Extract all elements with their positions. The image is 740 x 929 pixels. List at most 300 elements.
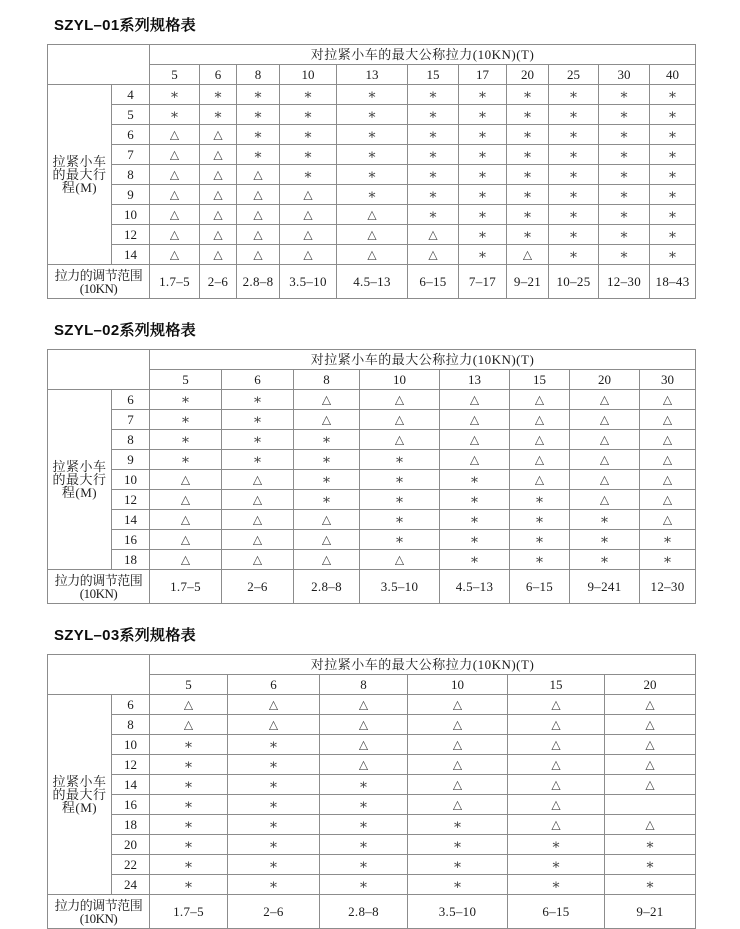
symbol-cell: [337, 205, 408, 225]
table-title-szyl-03: SZYL–03系列规格表: [54, 627, 196, 644]
symbol-cell: [549, 165, 599, 185]
triangle-symbol: △: [645, 777, 655, 792]
triangle-symbol: △: [394, 392, 405, 407]
symbol-cell: [510, 410, 570, 430]
symbol-cell: [650, 185, 696, 205]
spec-table-szyl-03: [47, 654, 696, 929]
asterisk-symbol: *: [396, 474, 403, 490]
triangle-symbol: △: [183, 717, 194, 732]
triangle-symbol: △: [469, 412, 480, 427]
symbol-cell: [408, 715, 508, 735]
asterisk-symbol: *: [620, 89, 628, 105]
asterisk-symbol: *: [396, 454, 403, 470]
table-row: [48, 755, 696, 775]
symbol-cell: [605, 695, 696, 715]
symbol-cell: [459, 105, 507, 125]
max-force-header: 对拉紧小车的最大公称拉力(10KN)(T): [150, 350, 696, 370]
symbol-cell: [408, 145, 459, 165]
symbol-cell: [508, 875, 605, 895]
triangle-symbol: △: [551, 797, 561, 812]
asterisk-symbol: *: [669, 249, 677, 265]
symbol-cell: [150, 185, 200, 205]
range-value-cell: 4.5–13: [440, 570, 510, 604]
symbol-cell: [320, 715, 408, 735]
triangle-symbol: △: [303, 247, 313, 262]
symbol-cell: [294, 390, 360, 410]
symbol-cell: [605, 835, 696, 855]
stroke-row-header: 14: [112, 510, 150, 530]
szyl-01-section: [47, 14, 740, 299]
triangle-symbol: △: [394, 432, 405, 447]
triangle-symbol: △: [551, 777, 561, 792]
symbol-cell: [440, 490, 510, 510]
table-row: [48, 875, 696, 895]
symbol-cell: [200, 165, 237, 185]
symbol-cell: [510, 450, 570, 470]
force-col-header: 10: [280, 65, 337, 85]
force-col-header: 6: [228, 675, 320, 695]
asterisk-symbol: *: [171, 109, 178, 125]
triangle-symbol: △: [303, 227, 313, 242]
force-col-header: 6: [222, 370, 294, 390]
range-value-cell: 2–6: [200, 265, 237, 299]
symbol-cell: [605, 715, 696, 735]
stroke-row-header: 22: [112, 855, 150, 875]
range-value-cell: 12–30: [640, 570, 696, 604]
range-value-cell: 2.8–8: [237, 265, 280, 299]
symbol-cell: [228, 775, 320, 795]
symbol-cell: [222, 410, 294, 430]
triangle-symbol: △: [268, 697, 279, 712]
triangle-symbol: △: [551, 757, 561, 772]
symbol-cell: [605, 735, 696, 755]
symbol-cell: [200, 85, 237, 105]
symbol-cell: [150, 510, 222, 530]
symbol-cell: [640, 470, 696, 490]
asterisk-symbol: *: [171, 89, 178, 105]
range-label-cell: 拉力的调节范围(10KN): [48, 265, 150, 299]
force-col-header: 30: [640, 370, 696, 390]
triangle-symbol: △: [551, 737, 561, 752]
symbol-cell: [237, 245, 280, 265]
asterisk-symbol: *: [646, 839, 654, 855]
symbol-cell: [570, 410, 640, 430]
symbol-cell: [507, 145, 549, 165]
symbol-cell: [508, 695, 605, 715]
asterisk-symbol: *: [479, 189, 486, 205]
symbol-cell: [599, 85, 650, 105]
symbol-cell: [510, 550, 570, 570]
table-row: [48, 225, 696, 245]
table-row: [48, 105, 696, 125]
asterisk-symbol: *: [552, 859, 560, 875]
triangle-symbol: △: [367, 207, 377, 222]
triangle-symbol: △: [428, 247, 438, 262]
symbol-cell: [150, 755, 228, 775]
symbol-cell: [294, 530, 360, 550]
symbol-cell: [360, 450, 440, 470]
symbol-cell: [650, 85, 696, 105]
symbol-cell: [150, 145, 200, 165]
triangle-symbol: △: [428, 227, 438, 242]
triangle-symbol: △: [394, 552, 405, 567]
symbol-cell: [510, 510, 570, 530]
symbol-cell: [507, 85, 549, 105]
asterisk-symbol: *: [570, 89, 577, 105]
symbol-cell: [440, 390, 510, 410]
table-title-szyl-02: SZYL–02系列规格表: [54, 322, 196, 339]
table-row: [48, 795, 696, 815]
symbol-cell: [650, 125, 696, 145]
symbol-cell: [440, 470, 510, 490]
force-col-header: 5: [150, 65, 200, 85]
triangle-symbol: △: [645, 757, 655, 772]
asterisk-symbol: *: [454, 859, 461, 875]
triangle-symbol: △: [534, 452, 545, 467]
symbol-cell: [408, 855, 508, 875]
symbol-cell: [650, 245, 696, 265]
stroke-row-header: 10: [112, 470, 150, 490]
stroke-row-header: 10: [112, 735, 150, 755]
symbol-cell: [237, 165, 280, 185]
symbol-cell: [200, 205, 237, 225]
triangle-symbol: △: [367, 247, 377, 262]
range-value-cell: 4.5–13: [337, 265, 408, 299]
symbol-cell: [408, 85, 459, 105]
symbol-cell: [549, 185, 599, 205]
asterisk-symbol: *: [323, 494, 330, 510]
symbol-cell: [280, 105, 337, 125]
triangle-symbol: △: [534, 432, 545, 447]
symbol-cell: [640, 390, 696, 410]
asterisk-symbol: *: [454, 879, 461, 895]
triangle-symbol: △: [253, 247, 263, 262]
symbol-cell: [280, 205, 337, 225]
asterisk-symbol: *: [669, 189, 677, 205]
range-value-cell: 1.7–5: [150, 895, 228, 929]
triangle-symbol: △: [599, 472, 610, 487]
triangle-symbol: △: [645, 737, 655, 752]
symbol-cell: [200, 225, 237, 245]
stroke-row-header: 14: [112, 775, 150, 795]
symbol-cell: [599, 205, 650, 225]
symbol-cell: [459, 165, 507, 185]
triangle-symbol: △: [213, 207, 223, 222]
asterisk-symbol: *: [524, 89, 531, 105]
force-col-header: 17: [459, 65, 507, 85]
asterisk-symbol: *: [471, 534, 478, 550]
asterisk-symbol: *: [524, 189, 531, 205]
symbol-cell: [440, 450, 510, 470]
force-col-header: 13: [337, 65, 408, 85]
triangle-symbol: △: [213, 247, 223, 262]
triangle-symbol: △: [252, 472, 263, 487]
symbol-cell: [150, 855, 228, 875]
asterisk-symbol: *: [254, 89, 262, 105]
symbol-cell: [507, 225, 549, 245]
asterisk-symbol: *: [669, 209, 677, 225]
asterisk-symbol: *: [479, 169, 486, 185]
triangle-symbol: △: [252, 532, 263, 547]
asterisk-symbol: *: [479, 229, 486, 245]
asterisk-symbol: *: [396, 534, 403, 550]
asterisk-symbol: *: [524, 229, 531, 245]
table-row: [48, 695, 696, 715]
symbol-cell: [640, 550, 696, 570]
symbol-cell: [150, 735, 228, 755]
symbol-cell: [222, 550, 294, 570]
table-row: [48, 775, 696, 795]
triangle-symbol: △: [252, 492, 263, 507]
symbol-cell: [408, 775, 508, 795]
triangle-symbol: △: [252, 552, 263, 567]
asterisk-symbol: *: [368, 149, 376, 165]
range-value-cell: 9–21: [507, 265, 549, 299]
symbol-cell: [294, 510, 360, 530]
asterisk-symbol: *: [620, 249, 628, 265]
asterisk-symbol: *: [185, 819, 192, 835]
symbol-cell: [640, 530, 696, 550]
symbol-cell: [507, 125, 549, 145]
triangle-symbol: △: [253, 167, 263, 182]
range-value-cell: 1.7–5: [150, 265, 200, 299]
symbol-cell: [408, 755, 508, 775]
szyl-02-section: [47, 319, 740, 604]
symbol-cell: [459, 145, 507, 165]
symbol-cell: [640, 490, 696, 510]
triangle-symbol: △: [169, 247, 180, 262]
asterisk-symbol: *: [524, 209, 531, 225]
symbol-cell: [228, 795, 320, 815]
symbol-cell: [360, 490, 440, 510]
asterisk-symbol: *: [669, 109, 677, 125]
table-row: [48, 855, 696, 875]
range-value-cell: 2.8–8: [320, 895, 408, 929]
asterisk-symbol: *: [471, 494, 478, 510]
asterisk-symbol: *: [323, 454, 330, 470]
triangle-symbol: △: [367, 227, 377, 242]
symbol-cell: [440, 550, 510, 570]
asterisk-symbol: *: [620, 129, 628, 145]
symbol-cell: [440, 410, 510, 430]
stroke-row-header: 7: [112, 410, 150, 430]
symbol-cell: [510, 430, 570, 450]
asterisk-symbol: *: [479, 209, 486, 225]
force-col-header: 8: [294, 370, 360, 390]
asterisk-symbol: *: [646, 879, 654, 895]
asterisk-symbol: *: [620, 109, 628, 125]
range-value-cell: 18–43: [650, 265, 696, 299]
asterisk-symbol: *: [620, 229, 628, 245]
symbol-cell: [280, 245, 337, 265]
range-label-cell: 拉力的调节范围(10KN): [48, 570, 150, 604]
triangle-symbol: △: [452, 697, 463, 712]
symbol-cell: [200, 105, 237, 125]
symbol-cell: [599, 165, 650, 185]
asterisk-symbol: *: [360, 839, 367, 855]
asterisk-symbol: *: [429, 149, 437, 165]
triangle-symbol: △: [183, 697, 194, 712]
table-row: [48, 430, 696, 450]
symbol-cell: [150, 410, 222, 430]
force-col-header: 15: [510, 370, 570, 390]
szyl-03-section: [47, 624, 740, 929]
corner-cell: [48, 350, 150, 390]
symbol-cell: [507, 205, 549, 225]
triangle-symbol: △: [599, 452, 610, 467]
range-value-cell: 10–25: [549, 265, 599, 299]
triangle-symbol: △: [358, 717, 369, 732]
stroke-row-header: 10: [112, 205, 150, 225]
table-row: [48, 450, 696, 470]
range-value-cell: 3.5–10: [360, 570, 440, 604]
triangle-symbol: △: [358, 757, 369, 772]
asterisk-symbol: *: [646, 859, 654, 875]
triangle-symbol: △: [180, 472, 191, 487]
asterisk-symbol: *: [270, 759, 277, 775]
symbol-cell: [150, 225, 200, 245]
max-force-header: 对拉紧小车的最大公称拉力(10KN)(T): [150, 45, 696, 65]
symbol-cell: [150, 695, 228, 715]
symbol-cell: [605, 875, 696, 895]
symbol-cell: [570, 550, 640, 570]
force-col-header: 8: [237, 65, 280, 85]
range-row: [48, 895, 696, 929]
triangle-symbol: △: [645, 817, 655, 832]
symbol-cell: [605, 815, 696, 835]
triangle-symbol: △: [358, 697, 369, 712]
symbol-cell: [150, 490, 222, 510]
symbol-cell: [360, 550, 440, 570]
stroke-row-header: 7: [112, 145, 150, 165]
symbol-cell: [150, 165, 200, 185]
symbol-cell: [150, 530, 222, 550]
triangle-symbol: △: [662, 452, 673, 467]
symbol-cell: [507, 105, 549, 125]
symbol-cell: [408, 245, 459, 265]
symbol-cell: [228, 755, 320, 775]
asterisk-symbol: *: [270, 739, 277, 755]
table-row: [48, 390, 696, 410]
asterisk-symbol: *: [669, 229, 677, 245]
asterisk-symbol: *: [360, 859, 367, 875]
triangle-symbol: △: [534, 412, 545, 427]
asterisk-symbol: *: [360, 819, 367, 835]
asterisk-symbol: *: [429, 169, 437, 185]
asterisk-symbol: *: [368, 189, 376, 205]
asterisk-symbol: *: [270, 799, 277, 815]
triangle-symbol: △: [551, 817, 561, 832]
triangle-symbol: △: [452, 797, 463, 812]
asterisk-symbol: *: [185, 859, 192, 875]
asterisk-symbol: *: [524, 169, 531, 185]
triangle-symbol: △: [662, 392, 673, 407]
asterisk-symbol: *: [570, 169, 577, 185]
symbol-cell: [599, 185, 650, 205]
triangle-symbol: △: [213, 127, 223, 142]
triangle-symbol: △: [253, 227, 263, 242]
range-value-cell: 9–21: [605, 895, 696, 929]
range-value-cell: 1.7–5: [150, 570, 222, 604]
table-row: [48, 125, 696, 145]
symbol-cell: [150, 205, 200, 225]
table-row: [48, 815, 696, 835]
symbol-cell: [408, 695, 508, 715]
asterisk-symbol: *: [185, 759, 192, 775]
symbol-cell: [228, 715, 320, 735]
triangle-symbol: △: [469, 452, 480, 467]
symbol-cell: [605, 795, 696, 815]
triangle-symbol: △: [169, 127, 180, 142]
symbol-cell: [549, 85, 599, 105]
triangle-symbol: △: [213, 187, 223, 202]
triangle-symbol: △: [469, 432, 480, 447]
symbol-cell: [150, 470, 222, 490]
triangle-symbol: △: [551, 717, 561, 732]
force-col-header: 13: [440, 370, 510, 390]
range-value-cell: 6–15: [510, 570, 570, 604]
triangle-symbol: △: [180, 512, 191, 527]
asterisk-symbol: *: [524, 129, 531, 145]
stroke-row-header: 4: [112, 85, 150, 105]
asterisk-symbol: *: [368, 109, 376, 125]
symbol-cell: [640, 430, 696, 450]
symbol-cell: [337, 125, 408, 145]
symbol-cell: [237, 225, 280, 245]
symbol-cell: [508, 715, 605, 735]
stroke-row-header: 12: [112, 225, 150, 245]
triangle-symbol: △: [169, 167, 180, 182]
symbol-cell: [228, 875, 320, 895]
symbol-cell: [200, 125, 237, 145]
symbol-cell: [549, 125, 599, 145]
symbol-cell: [508, 855, 605, 875]
symbol-cell: [360, 430, 440, 450]
range-value-cell: 9–241: [570, 570, 640, 604]
symbol-cell: [549, 225, 599, 245]
symbol-cell: [510, 490, 570, 510]
asterisk-symbol: *: [182, 434, 189, 450]
asterisk-symbol: *: [429, 129, 437, 145]
max-stroke-side-label: 拉紧小车的最大行程(M): [48, 390, 112, 570]
triangle-symbol: △: [645, 697, 655, 712]
symbol-cell: [570, 490, 640, 510]
triangle-symbol: △: [213, 227, 223, 242]
asterisk-symbol: *: [570, 109, 577, 125]
table-row: [48, 835, 696, 855]
triangle-symbol: △: [599, 432, 610, 447]
symbol-cell: [508, 815, 605, 835]
asterisk-symbol: *: [429, 189, 437, 205]
symbol-cell: [599, 245, 650, 265]
symbol-cell: [408, 225, 459, 245]
symbol-cell: [640, 510, 696, 530]
force-col-header: 20: [507, 65, 549, 85]
symbol-cell: [222, 470, 294, 490]
triangle-symbol: △: [268, 717, 279, 732]
stroke-row-header: 12: [112, 490, 150, 510]
symbol-cell: [360, 470, 440, 490]
symbol-cell: [570, 390, 640, 410]
asterisk-symbol: *: [185, 779, 192, 795]
symbol-cell: [337, 105, 408, 125]
stroke-row-header: 6: [112, 125, 150, 145]
table-row: [48, 510, 696, 530]
triangle-symbol: △: [599, 392, 610, 407]
symbol-cell: [320, 755, 408, 775]
triangle-symbol: △: [662, 492, 673, 507]
triangle-symbol: △: [169, 227, 180, 242]
